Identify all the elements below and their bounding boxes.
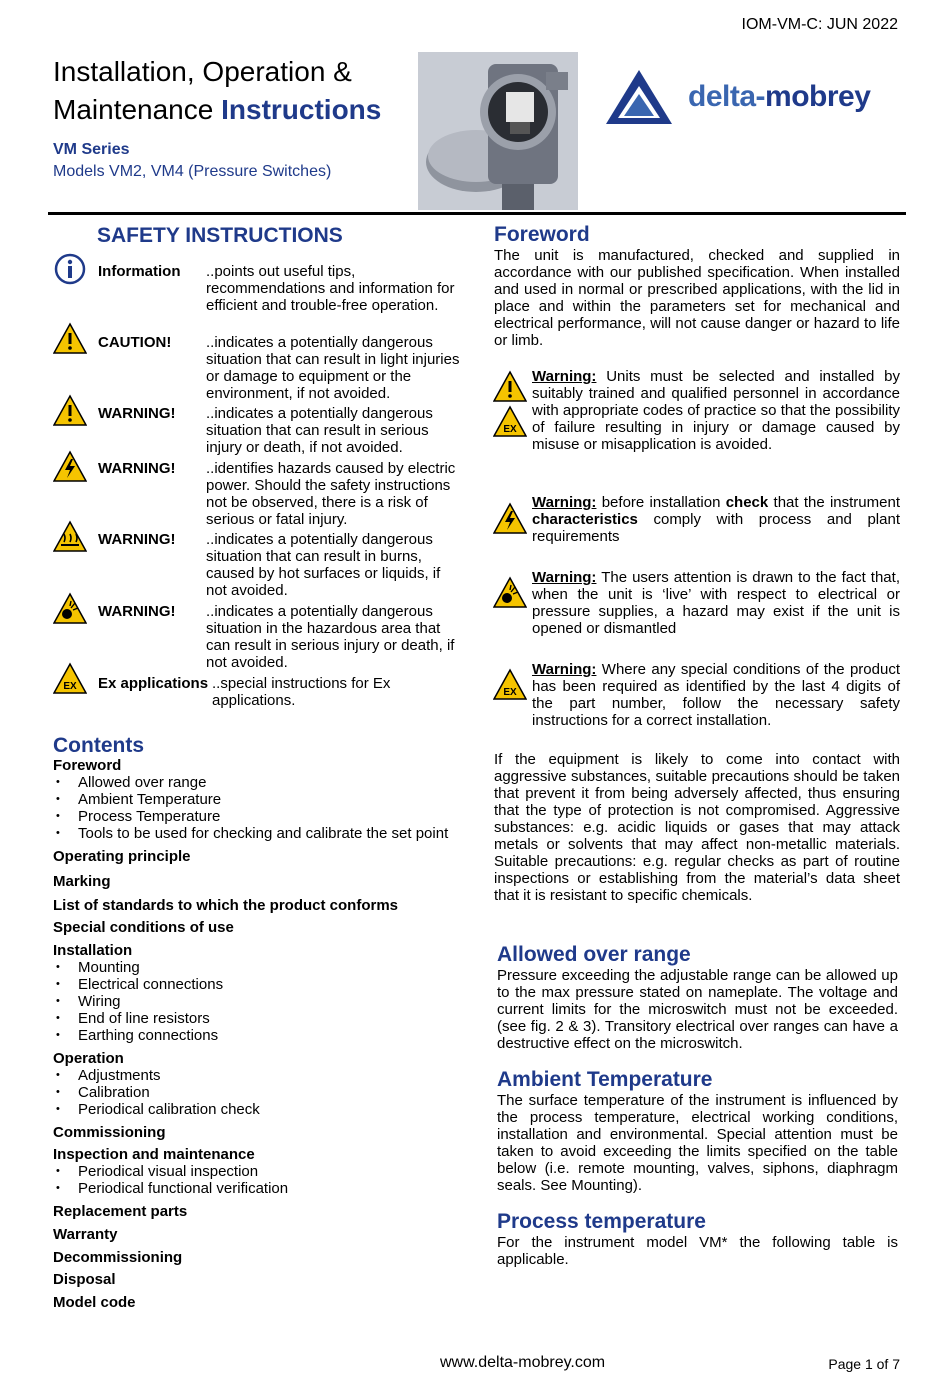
toc-disposal[interactable]: Disposal [53,1271,116,1288]
toc-warranty[interactable]: Warranty [53,1226,118,1243]
toc-item[interactable]: • Allowed over range [53,774,473,791]
document-code: IOM-VM-C: JUN 2022 [741,16,898,33]
warning-special-body: Where any special conditions of the product has been required as identified by the last 4 digits of the part number, follow the necessary safety instructions for a correct installation. [532,661,900,729]
warning-icon [53,394,87,428]
ex-icon [493,405,527,439]
warning-check-part-b: that the instrument [768,494,900,511]
over-range-text: Pressure exceeding the adjustable range can be allowed up to the max pressure stated on nameplate. The voltage and current limits for the microswitch must not be exceeded. (see fig. 2 & 3). Transitory electrical over ranges can have a destructive effect on the microswitch. [497,967,898,1052]
page-title [53,53,381,129]
safety-desc-warning-1: ..indicates a potentially dangerous situation that can result in serious injury or death, if not avoided. [206,405,433,456]
toc-item[interactable]: • Ambient Temperature [53,791,473,808]
safety-desc-warning-3: ..indicates a potentially dangerous situation that can result in burns, caused by hot surfaces or liquids, if not avoided. [206,531,441,599]
warning-label: Warning: [532,661,597,678]
toc-item[interactable]: • Mounting [53,959,473,976]
pressure-switch-image [418,52,578,210]
title-line-2-bold: Instructions [221,94,382,125]
toc-model-code[interactable]: Model code [53,1294,136,1311]
electric-hazard-icon [493,502,527,536]
toc-operation[interactable]: Operation [53,1050,124,1067]
svg-text:EX: EX [503,687,517,698]
safety-desc-warning-2: ..identifies hazards caused by electric power. Should the safety instructions not be observed, there is a risk of serious or fatal injury. [206,460,456,528]
models-subtitle: Models VM2, VM4 (Pressure Switches) [53,163,332,180]
electric-hazard-icon [53,450,87,484]
foreword-text: The unit is manufactured, checked and supplied in accordance with our published specification. When installed and used in normal or prescribed applications, with the lid in place and within the parameters set for mechanical and electrical performance, will not cause danger or hazard to life or limb. [494,247,900,349]
toc-item[interactable]: • Electrical connections [53,976,473,993]
toc-item[interactable]: • Earthing connections [53,1027,473,1044]
caution-icon [53,322,87,356]
process-temperature-text: For the instrument model VM* the following table is applicable. [497,1234,898,1268]
hot-surface-icon [53,520,87,554]
toc-item[interactable]: • Periodical calibration check [53,1101,473,1118]
toc-group-foreword [53,757,473,842]
toc-item[interactable]: • Adjustments [53,1067,473,1084]
toc-inspection[interactable]: Inspection and maintenance [53,1146,255,1163]
product-photo [418,52,578,210]
header-divider [48,212,906,215]
warning-check-text [532,494,900,545]
page-number: Page 1 of 7 [828,1356,900,1372]
ambient-temperature-text: The surface temperature of the instrument is influenced by the process temperature, electrical working conditions, installation and environmental. Special attention must be taken to avoid exceeding the limits specified on the table below (i.e. remote mounting, valves, siphons, diaphragm seals. See Mounting). [497,1092,898,1194]
delta-triangle-icon [604,68,674,128]
footer-website-link[interactable]: www.delta-mobrey.com [440,1354,606,1371]
warning-live-body: The users attention is drawn to the fact that, when the unit is ‘live’ with respect to electrical or pressure supplies, a hazard may exist if the unit is opened or dismantled [532,569,900,637]
safety-desc-ex: ..special instructions for Ex applications. [212,675,391,709]
process-temperature-title: Process temperature [497,1210,706,1233]
warning-selection-text [532,368,900,453]
safety-label-warning-1: WARNING! [98,405,176,422]
series-name: VM Series [53,141,130,158]
toc-marking[interactable]: Marking [53,873,111,890]
warning-characteristics-bold: characteristics [532,511,638,528]
safety-desc-warning-4: ..indicates a potentially dangerous situation in the hazardous area that can result in serious injury or death, if not avoided. [206,603,455,671]
over-range-title: Allowed over range [497,943,691,966]
safety-label-caution: CAUTION! [98,334,172,351]
delta-mobrey-logo [604,68,894,132]
aggressive-substances-text: If the equipment is likely to come into contact with aggressive substances, suitable precautions should be taken that prevent it from being adversely affected, thus ensuring that the type of protection is not compromised. Aggressive substances: e.g. acidic liquids or gases that may attack metals or solvents that may affect non-metallic materials. Suitable precautions: e.g. regular checks as part of routine inspections or establishing from the material’s data sheet that it is resistant to specific chemicals. [494,751,900,904]
warning-check-bold: check [725,494,769,511]
safety-desc-caution: ..indicates a potentially dangerous situation that can result in light injuries or damage to equipment or the environment, if not avoided. [206,334,460,402]
foreword-title: Foreword [494,223,590,246]
safety-label-warning-4: WARNING! [98,603,176,620]
warning-icon [493,370,527,404]
toc-item[interactable]: • Periodical visual inspection [53,1163,473,1180]
ambient-temperature-title: Ambient Temperature [497,1068,713,1091]
safety-instructions-title: SAFETY INSTRUCTIONS [97,224,343,247]
safety-label-warning-2: WARNING! [98,460,176,477]
explosive-icon [493,576,527,610]
logo-text-delta: delta- [688,80,766,113]
toc-foreword[interactable]: Foreword [53,757,122,774]
contents-title: Contents [53,734,144,757]
warning-selection-body: Units must be selected and installed by suitably trained and qualified personnel in accordance with appropriate codes of practice so that the possibility of failure resulting in injury or damage caused by misuse or misapplication is avoided. [532,368,900,453]
warning-check-part-c: comply with process and plant requirements [532,511,900,545]
safety-desc-information: ..points out useful tips, recommendations and information for efficient and trouble-free operation. [206,263,455,314]
toc-item[interactable]: • Calibration [53,1084,473,1101]
safety-label-ex: Ex applications [98,675,209,692]
warning-special-text [532,661,900,729]
toc-standards[interactable]: List of standards to which the product conforms [53,897,399,914]
warning-label: Warning: [532,569,597,586]
toc-group-inspection [53,1146,473,1197]
toc-item[interactable]: • Tools to be used for checking and calibrate the set point [53,825,473,842]
title-line-2 [53,91,381,129]
toc-decommissioning[interactable]: Decommissioning [53,1249,183,1266]
warning-label: Warning: [532,494,597,511]
ex-icon [53,662,87,696]
logo-text-mobrey: mobrey [765,80,871,113]
warning-label: Warning: [532,368,597,385]
title-line-2-plain: Maintenance [53,94,222,125]
toc-group-installation [53,942,473,1044]
info-icon [53,252,87,286]
warning-live-text [532,569,900,637]
title-line-1: Installation, Operation & [53,56,352,87]
explosive-icon [53,592,87,626]
toc-replacement-parts[interactable]: Replacement parts [53,1203,188,1220]
warning-check-part-a: before installation [596,494,726,511]
svg-text:EX: EX [63,681,77,692]
toc-commissioning[interactable]: Commissioning [53,1124,166,1141]
toc-item[interactable]: • Wiring [53,993,473,1010]
safety-label-information: Information [98,263,181,280]
toc-special-conditions[interactable]: Special conditions of use [53,919,234,936]
logo-text [688,80,871,113]
toc-operating-principle[interactable]: Operating principle [53,848,191,865]
safety-label-warning-3: WARNING! [98,531,176,548]
ex-icon [493,668,527,702]
toc-item[interactable]: • Process Temperature [53,808,473,825]
toc-item[interactable]: • Periodical functional verification [53,1180,473,1197]
svg-text:EX: EX [503,424,517,435]
toc-installation[interactable]: Installation [53,942,133,959]
toc-item[interactable]: • End of line resistors [53,1010,473,1027]
toc-group-operation [53,1050,473,1118]
